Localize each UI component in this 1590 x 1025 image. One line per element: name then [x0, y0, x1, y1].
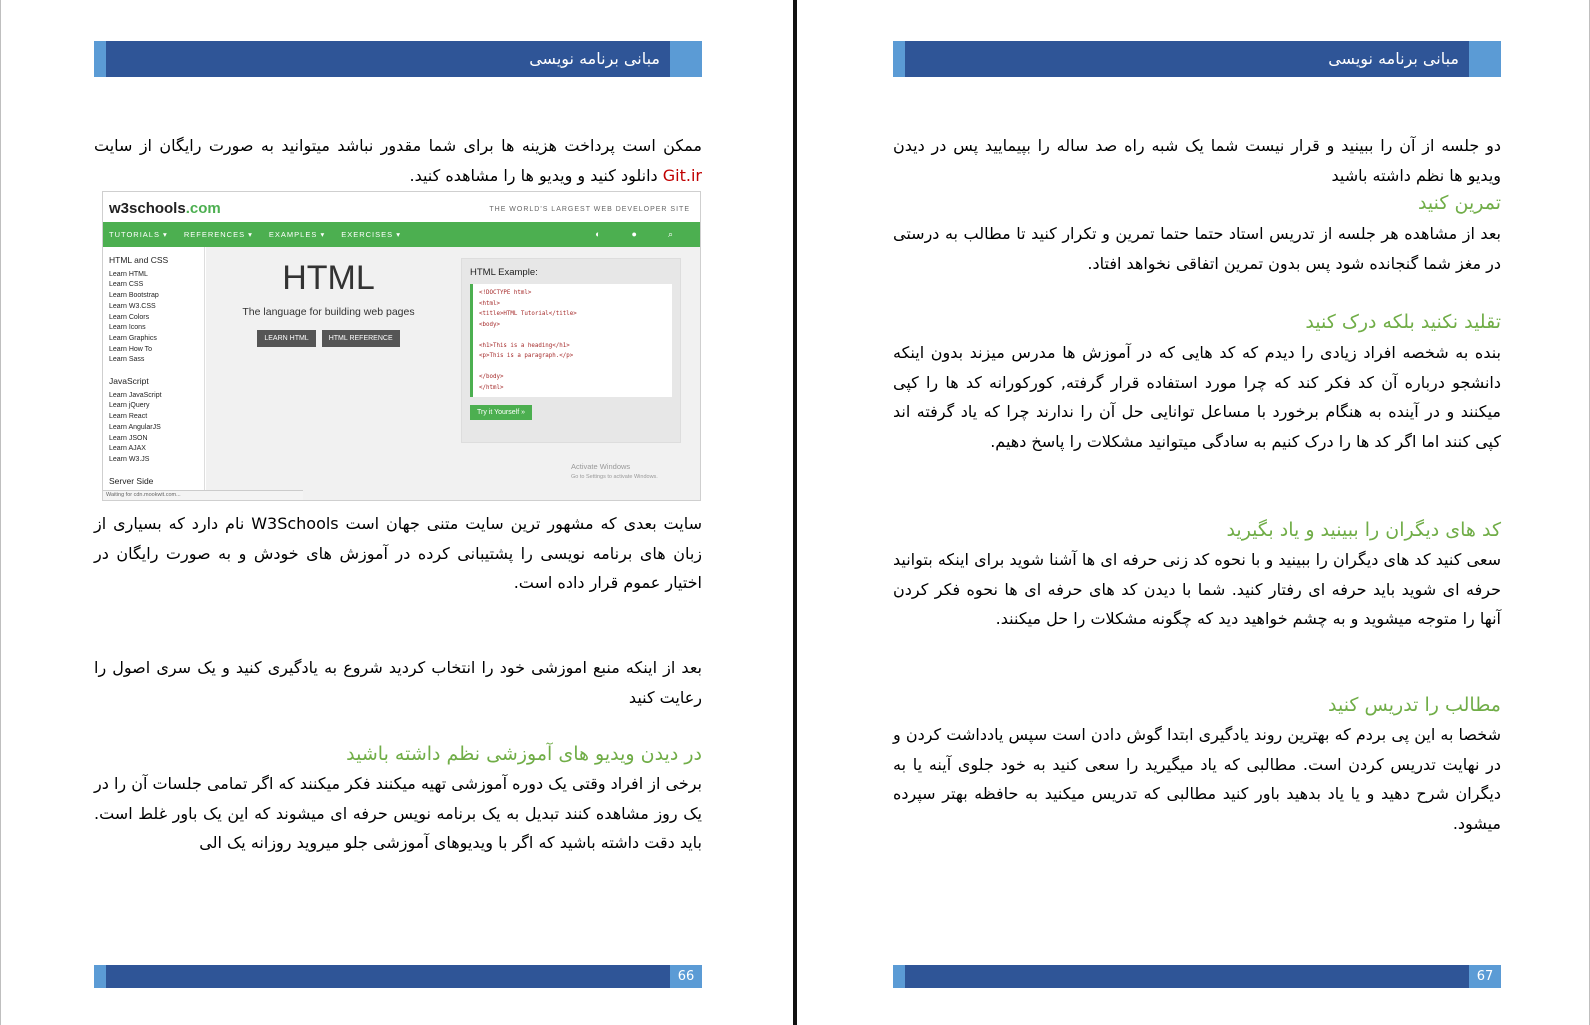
header-title: مبانی برنامه نویسی [106, 41, 670, 77]
paragraph: سعی کنید کد های دیگران را ببینید و با نحوه کد زنی حرفه ای ها آشنا شوید برای اینکه بتوانید حرفه ای شوید باید حرفه ای رفتار کنید. شما با دیدن کد های حرفه ای ها نحوه فکر کردن آنها را متوجه میشوید و به چشم خواهید دید که چگونه مشکلات را حل میکنند. [893, 550, 1501, 628]
html-example-box: HTML Example: <!DOCTYPE html> <html> <title>HTML Tutorial</title> <body> <h1>This is a heading</h1> <p>This is a paragraph.</p> </body> </html> Try it Yourself » [461, 258, 681, 443]
sidebar-link: Learn W3.JS [109, 455, 150, 463]
header-title: مبانی برنامه نویسی [905, 41, 1469, 77]
page-right [797, 0, 1590, 1025]
page-header [893, 41, 1501, 77]
sidebar-link: Learn JavaScript [109, 391, 162, 399]
sidebar-link: Learn Colors [109, 313, 150, 321]
section-heading: در دیدن ویدیو های آموزشی نظم داشته باشید [346, 743, 702, 765]
sidebar-link: Learn React [109, 413, 148, 421]
section-heading: کد های دیگران را ببینید و یاد بگیرید [1226, 519, 1501, 541]
sidebar-link: Learn Icons [109, 324, 146, 332]
paragraph: سایت بعدی که مشهور ترین سایت متنی جهان است W3Schools نام دارد که بسیاری از زبان های برنامه نویسی را پشتیبانی کرده در آموزش های خودش و به صورت رایگان در اختیار عموم قرار داده است. [94, 514, 703, 592]
paragraph: بعد از اینکه منبع اموزشی خود را انتخاب کردید شروع به یادگیری کنید و یک سری اصول را رعایت کنید [94, 658, 702, 707]
paragraph: ممکن است پرداخت هزینه ها برای شما مقدور نباشد میتوانید به صورت رایگان از سایت Git.ir دانلود کنید و ویدیو ها را مشاهده کنید. [94, 136, 702, 185]
page-number: 67 [1469, 965, 1501, 988]
contrast-icon: ◐ [595, 229, 602, 239]
sidebar-link: Learn AJAX [109, 445, 146, 453]
paragraph: برخی از افراد وقتی یک دوره آموزشی تهیه میکنند فکر میکنند که اگر تمامی جلسات آن را در یک روز مشاهده کنند تبدیل به یک برنامه نویس حرفه ای میشوند که این یک باور غلط است. باید دقت داشته باشید که اگر با ویدیوهای آموزشی جلو میروید روزانه یک الی [94, 774, 702, 852]
sidebar-link: Learn HTML [109, 270, 148, 278]
paragraph: شخصا به این پی بردم که بهترین روند یادگیری ابتدا گوش دادن است سپس یادداشت کردن و در نهایت تدریس کردن است. مطالبی که یاد میگیرید را سعی کنید به خود جلوی آینه یا به دیگران شرح دهید و یا یاد بدهید باور کنید مطالبی که تدریس میکنید به حافظه بهتر سپرده میشود. [893, 725, 1501, 833]
page-header [94, 41, 702, 77]
activate-watermark: Activate Windows Go to Settings to activate Windows. [571, 462, 658, 480]
page-left [0, 0, 793, 1025]
page-footer [893, 965, 1501, 988]
paragraph: دو جلسه از آن را ببینید و قرار نیست شما یک شبه راه صد ساله را بپیمایید پس در دیدن ویدیو ها نظم داشته باشید [893, 136, 1501, 185]
site-sidebar: HTML and CSS Learn HTML Learn CSS Learn Bootstrap Learn W3.CSS Learn Colors Learn Icons Learn Graphics Learn How To Learn Sass JavaScript Learn JavaScript Learn jQuery Learn React Learn AngularJS Learn JSON Learn AJAX Learn W3.JS Server Side [103, 247, 205, 501]
sidebar-link: Learn CSS [109, 281, 144, 289]
sidebar-link: Learn Sass [109, 356, 145, 364]
sidebar-link: Learn jQuery [109, 402, 150, 410]
sidebar-link: Learn AngularJS [109, 423, 161, 431]
sidebar-link: Learn How To [109, 345, 153, 353]
w3schools-logo: w3schools.com [109, 200, 221, 217]
sidebar-link: Learn JSON [109, 434, 148, 442]
paragraph: بنده به شخصه افراد زیادی را دیدم که کد هایی که در آموزش ها مدرس میزند بدون اینکه دانشجو درباره آن کد فکر کند که چرا مورد استفاده قرار گرفته, کورکورانه کد ها را کپی میکنند و در آینده به هنگام برخورد با مساعل توانایی حل آن را ندارند چرا که یاد گرفته اند کپی کنند اما اگر کد ها را درک کنیم به سادگی میتوانید مشکلات را پاسخ دهیم. [893, 343, 1501, 451]
page-number: 66 [670, 965, 702, 988]
globe-icon: ● [631, 229, 638, 239]
section-heading: مطالب را تدریس کنید [1327, 694, 1501, 716]
paragraph: بعد از مشاهده هر جلسه از تدریس استاد حتما حتما تمرین و تکرار کنید تا مطالب به درستی در مغز شما گنجانده شود پس بدون تمرین اتفاقی نخواهد افتاد. [893, 224, 1501, 273]
sidebar-link: Learn Bootstrap [109, 292, 159, 300]
section-heading: تمرین کنید [1417, 192, 1501, 214]
page-footer [94, 965, 702, 988]
section-heading: تقلید نکنید بلکه درک کنید [1305, 311, 1501, 333]
site-link[interactable]: Git.ir [662, 165, 702, 185]
site-nav: TUTORIALS ▾ REFERENCES ▾ EXAMPLES ▾ EXERCISES ▾ ◐ ● ⌕ [103, 222, 700, 247]
w3schools-screenshot: w3schools.com THE WORLD'S LARGEST WEB DEVELOPER SITE TUTORIALS ▾ REFERENCES ▾ EXAMPLES ▾ EXERCISES ▾ ◐ ● ⌕ HTML and CSS Learn HTML Learn CSS Learn Bootstrap Learn W3.CSS Learn Colors Learn Icons Learn Graphics Learn How To Learn Sass JavaScript Learn JavaScript Learn jQuery Learn React Learn AngularJS Learn JSON Learn AJAX Learn W3.JS Server Side HTML The language for building web pages LEARN HTML HTML REFERENCE HTML Example: <!DOCTYPE html> <html> <title>HTML Tutorial</title> <body> <h1>This is a heading</h1> <p>This is a paragraph.</p> </body> </html> Try it Yourself » Activate Windows Go to Settings to activate Windows. Waiting for cdn.mookwit.com... [102, 191, 701, 501]
search-icon: ⌕ [667, 229, 674, 239]
sidebar-link: Learn Graphics [109, 334, 157, 342]
sidebar-link: Learn W3.CSS [109, 302, 156, 310]
